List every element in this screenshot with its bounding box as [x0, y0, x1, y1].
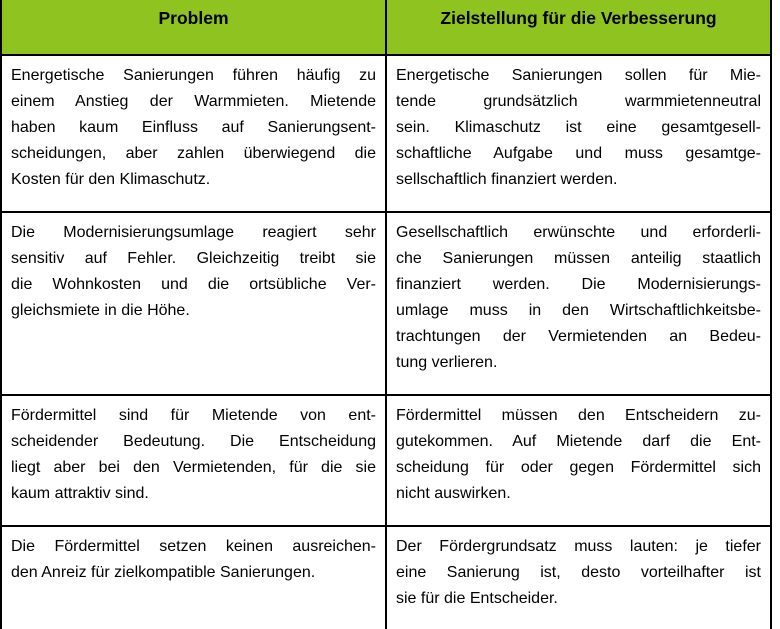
- table-row: [1, 212, 771, 395]
- text-line: scheidungen, aber zahlen überwiegend die: [11, 145, 376, 162]
- problem-cell: [1, 526, 386, 629]
- text-line: tung verlieren.: [396, 354, 498, 371]
- text-line: die Wohnkosten und die ortsübliche Ver-: [11, 276, 376, 293]
- text-line: scheidung für oder gegen Fördermittel sich: [396, 459, 761, 476]
- text-line: sein. Klimaschutz ist eine gesamtgesell-: [396, 119, 761, 136]
- text-line: Energetische Sanierungen führen häufig zu: [11, 67, 376, 84]
- text-line: Die Fördermittel setzen keinen ausreichen-: [11, 538, 376, 555]
- text-line: Fördermittel müssen den Entscheidern zu-: [396, 407, 761, 424]
- header-row: [1, 0, 771, 55]
- table-body: [1, 55, 771, 629]
- goal-cell: [386, 212, 771, 395]
- text-line: eine Sanierung ist, desto vorteilhafter ist: [396, 564, 761, 581]
- text-line: sellschaftlich finanziert werden.: [396, 171, 618, 188]
- text-line: Fördermittel sind für Mietende von ent-: [11, 407, 376, 424]
- text-line: liegt aber bei den Vermietenden, für die sie: [11, 459, 376, 476]
- text-line: umlage muss in den Wirtschaftlichkeitsbe-: [396, 302, 761, 319]
- header-cell-goal: Zielstellung für die Verbesserung: [386, 0, 771, 55]
- problem-cell: [1, 212, 386, 395]
- text-line: gutekommen. Auf Mietende darf die Ent-: [396, 433, 761, 450]
- text-line: kaum attraktiv sind.: [11, 485, 149, 502]
- text-line: einem Anstieg der Warmmieten. Mietende: [11, 93, 376, 110]
- problem-cell: [1, 395, 386, 526]
- text-line: nicht auswirken.: [396, 485, 511, 502]
- text-line: che Sanierungen müssen anteilig staatlich: [396, 250, 761, 267]
- text-line: gleichsmiete in die Höhe.: [11, 302, 190, 319]
- text-line: schaftliche Aufgabe und muss gesamtge-: [396, 145, 761, 162]
- table-row: [1, 526, 771, 629]
- text-line: scheidender Bedeutung. Die Entscheidung: [11, 433, 376, 450]
- text-line: trachtungen der Vermietenden an Bedeu-: [396, 328, 761, 345]
- text-line: haben kaum Einfluss auf Sanierungsent-: [11, 119, 376, 136]
- table-header: [1, 0, 771, 55]
- text-line: Kosten für den Klimaschutz.: [11, 171, 211, 188]
- table-row: [1, 395, 771, 526]
- text-line: sensitiv auf Fehler. Gleichzeitig treibt sie: [11, 250, 376, 267]
- text-line: finanziert werden. Die Modernisierungs-: [396, 276, 761, 293]
- goal-cell: [386, 55, 771, 212]
- text-line: Gesellschaftlich erwünschte und erforderli-: [396, 224, 761, 241]
- text-line: den Anreiz für zielkompatible Sanierungen.: [11, 564, 316, 581]
- goal-cell: [386, 395, 771, 526]
- table-row: [1, 55, 771, 212]
- text-line: Der Fördergrundsatz muss lauten: je tiefer: [396, 538, 761, 555]
- text-line: sie für die Entscheider.: [396, 590, 558, 607]
- text-line: tende grundsätzlich warmmietenneutral: [396, 93, 761, 110]
- text-line: Die Modernisierungsumlage reagiert sehr: [11, 224, 376, 241]
- goal-cell: [386, 526, 771, 629]
- header-cell-problem: Problem: [1, 0, 386, 55]
- problem-cell: [1, 55, 386, 212]
- text-line: Energetische Sanierungen sollen für Mie-: [396, 67, 761, 84]
